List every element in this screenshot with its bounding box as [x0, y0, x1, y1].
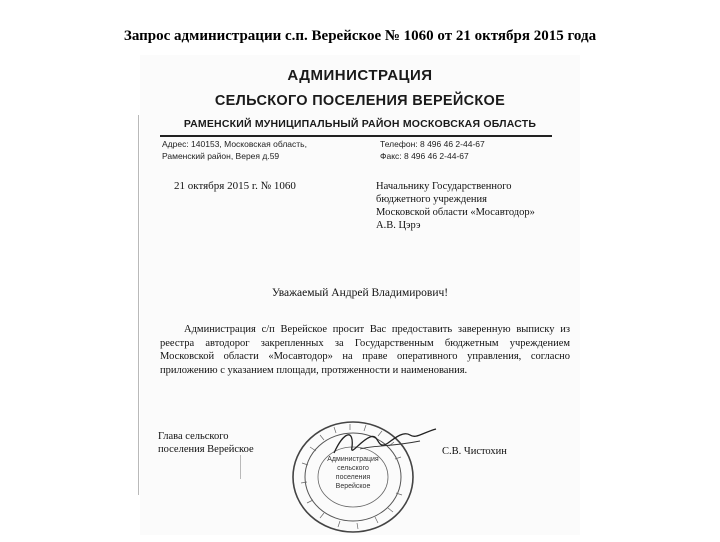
signatory-position	[158, 430, 254, 456]
recipient-line-2: бюджетного учреждения	[376, 194, 487, 205]
stamp-line-2: сельского	[337, 465, 369, 472]
address-line-1: Адрес: 140153, Московская область,	[162, 139, 307, 149]
letterhead-address	[162, 138, 307, 162]
address-line-2: Раменский район, Верея д.59	[162, 151, 280, 161]
stamp-line-1: Администрация	[327, 456, 379, 463]
letterhead-divider	[160, 135, 552, 137]
signatory-name: С.В. Чистохин	[442, 446, 507, 457]
date-and-number: 21 октября 2015 г. № 1060	[174, 180, 296, 192]
letterhead-contacts	[380, 138, 485, 162]
fax-number: Факс: 8 496 46 2-44-67	[380, 151, 469, 161]
letterhead-title: АДМИНИСТРАЦИЯ	[287, 67, 433, 84]
recipient-block	[376, 180, 576, 232]
recipient-line-4: А.В. Цэрэ	[376, 220, 421, 231]
salutation: Уважаемый Андрей Владимирович!	[271, 287, 449, 299]
stamp-line-4: Верейское	[335, 483, 371, 490]
recipient-line-1: Начальнику Государственного	[376, 181, 512, 192]
stamp-line-3: поселения	[335, 474, 371, 481]
slide-title: Запрос администрации с.п. Верейское № 1060 от 21 октября 2015 года	[123, 28, 597, 44]
letterhead-subtitle: СЕЛЬСКОГО ПОСЕЛЕНИЯ ВЕРЕЙСКОЕ	[214, 93, 506, 109]
letter-scan	[140, 55, 580, 535]
recipient-line-3: Московской области «Мосавтодор»	[376, 207, 535, 218]
scan-artifact-left	[138, 115, 139, 495]
letterhead-region: РАМЕНСКИЙ МУНИЦИПАЛЬНЫЙ РАЙОН МОСКОВСКАЯ ОБЛАСТЬ	[183, 118, 537, 130]
position-line-2: поселения Верейское	[158, 444, 254, 455]
letter-body: Администрация с/п Верейское просит Вас предоставить заверенную выписку из реестра автодорог закрепленных за Государственным бюджетным учреждением Московской области «Мосавтодор» на праве оперативного управления, согласно приложению с указанием площади, протяженности и наименования.	[160, 324, 570, 376]
phone-number: Телефон: 8 496 46 2-44-67	[380, 139, 485, 149]
handwritten-signature	[330, 423, 440, 463]
position-line-1: Глава сельского	[158, 431, 229, 442]
scan-artifact-mid	[240, 455, 241, 479]
